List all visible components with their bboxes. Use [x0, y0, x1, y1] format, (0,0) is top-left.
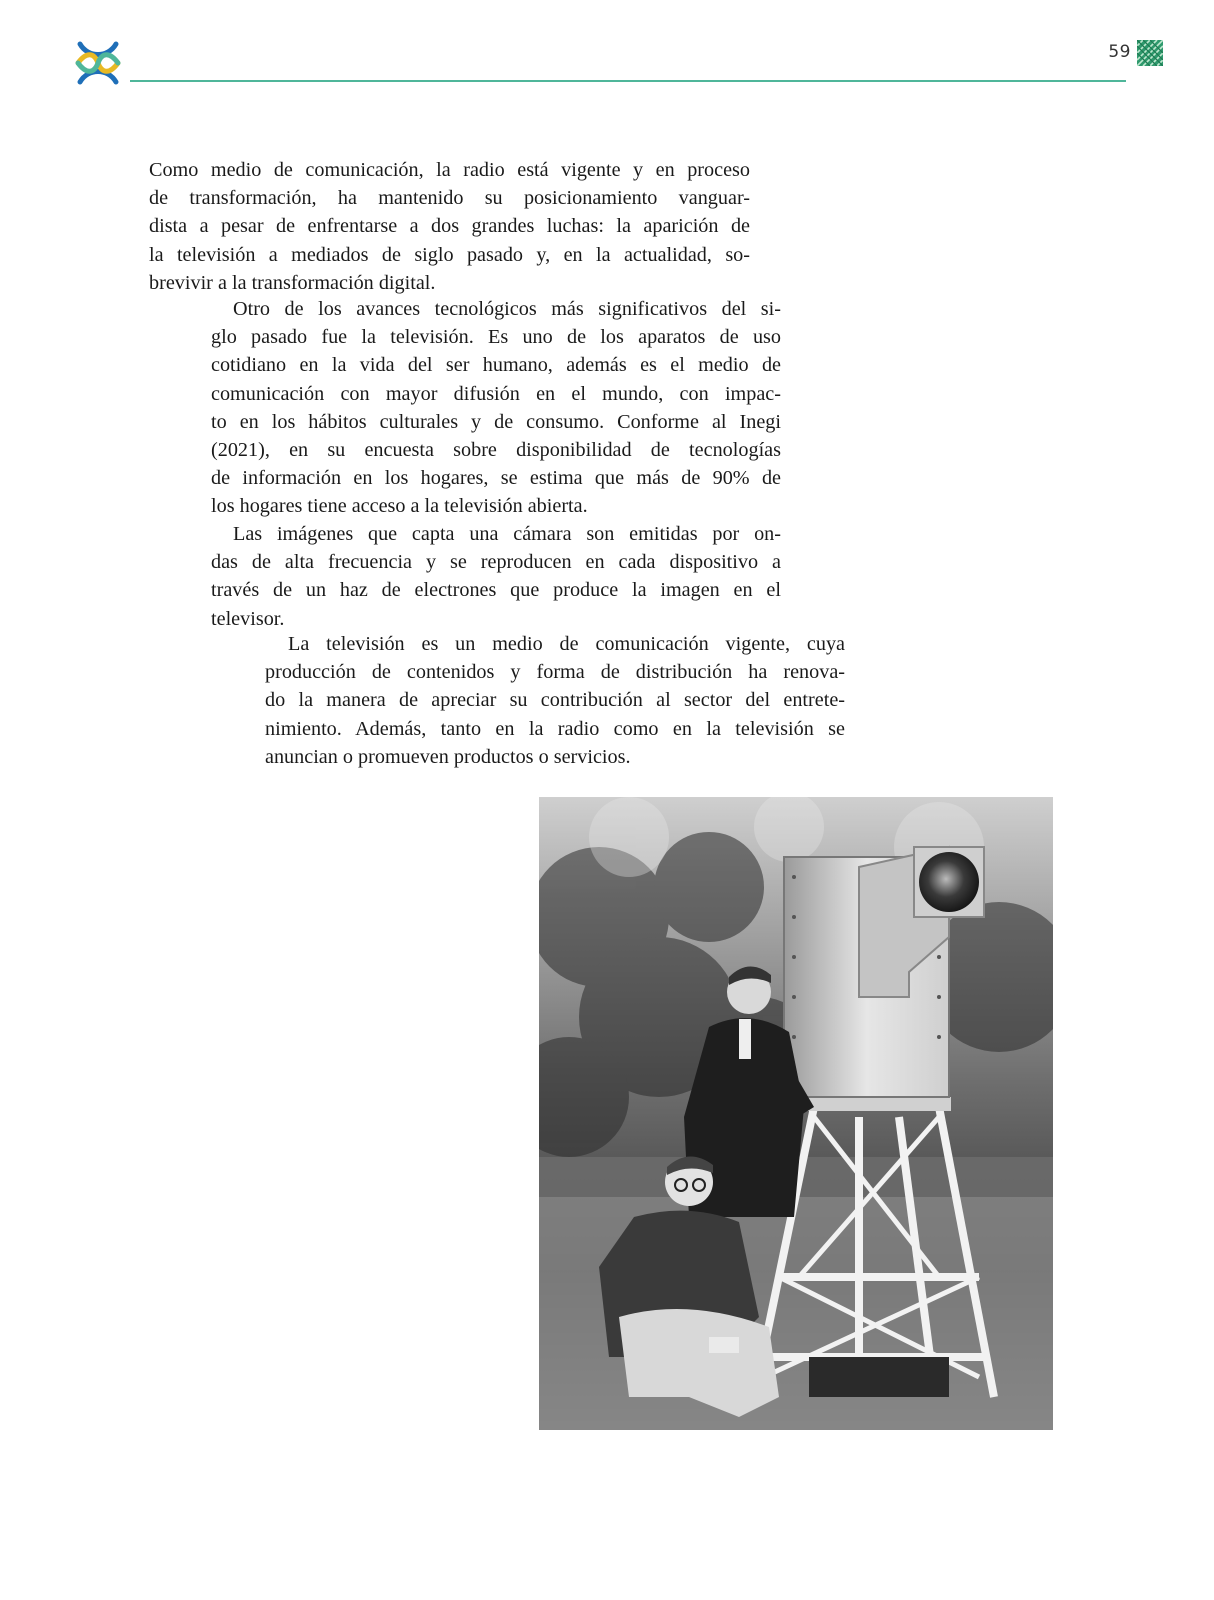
text-line: través de un haz de electrones que produce la imagen en el [211, 579, 781, 602]
text-line: los hogares tiene acceso a la televisión abierta. [211, 495, 588, 518]
text-line: La televisión es un medio de comunicación vigente, cuya [288, 633, 845, 655]
interlocking-figure-logo-icon [74, 40, 122, 86]
paragraph-4 [265, 630, 845, 771]
text-line: cotidiano en la vida del ser humano, además es el medio de [211, 354, 781, 377]
text-line: comunicación con mayor difusión en el mundo, con impac- [211, 382, 781, 405]
text-line: Las imágenes que capta una cámara son emitidas por on- [233, 523, 781, 545]
text-line: brevivir a la transformación digital. [149, 271, 436, 294]
vintage-television-camera-photo [539, 797, 1053, 1430]
text-line: to en los hábitos culturales y de consumo. Conforme al Inegi [211, 410, 781, 433]
green-pattern-square-icon [1137, 40, 1163, 66]
text-line: do la manera de apreciar su contribución al sector del entrete- [265, 689, 845, 712]
text-line: anuncian o promueven productos o servicios. [265, 745, 631, 768]
text-line: de información en los hogares, se estima que más de 90% de [211, 467, 781, 490]
paragraph-3 [211, 520, 781, 633]
paragraph-1 [149, 156, 750, 297]
page-number: 59 [1108, 42, 1131, 62]
text-line: das de alta frecuencia y se reproducen en cada dispositivo a [211, 551, 781, 574]
text-line: Como medio de comunicación, la radio está vigente y en proceso [149, 159, 750, 181]
text-line: la televisión a mediados de siglo pasado y, en la actualidad, so- [149, 243, 750, 266]
text-line: (2021), en su encuesta sobre disponibilidad de tecnologías [211, 439, 781, 462]
text-line: dista a pesar de enfrentarse a dos grandes luchas: la aparición de [149, 215, 750, 238]
paragraph-2 [211, 295, 781, 521]
text-line: televisor. [211, 607, 285, 630]
text-line: producción de contenidos y forma de distribución ha renova- [265, 661, 845, 684]
text-line: de transformación, ha mantenido su posicionamiento vanguar- [149, 187, 750, 210]
header-rule [130, 80, 1126, 82]
text-line: nimiento. Además, tanto en la radio como en la televisión se [265, 717, 845, 740]
text-line: glo pasado fue la televisión. Es uno de los aparatos de uso [211, 326, 781, 349]
text-line: Otro de los avances tecnológicos más significativos del si- [233, 298, 781, 320]
